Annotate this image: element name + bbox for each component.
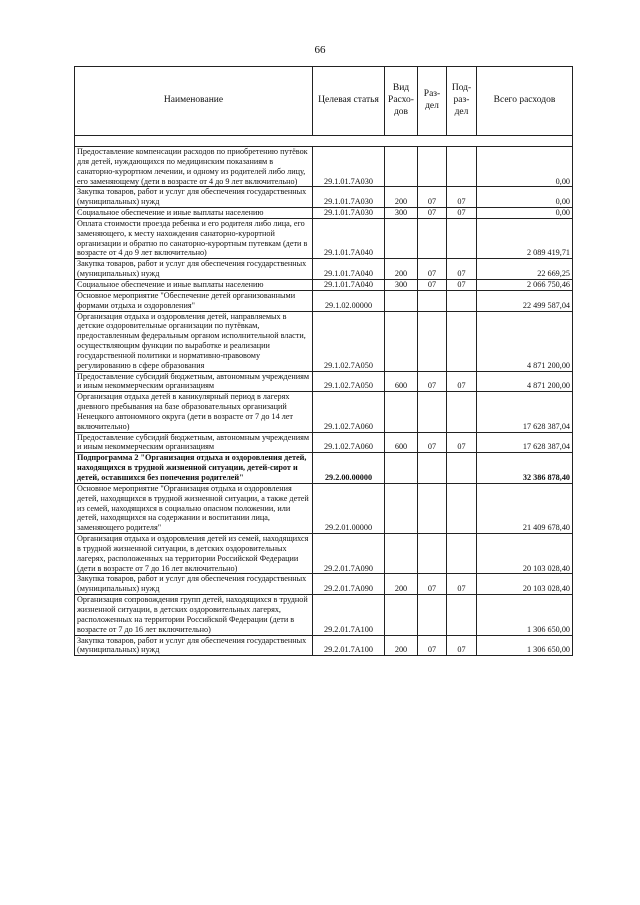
row-subsection (447, 311, 477, 371)
row-target-article: 29.2.01.7А090 (313, 534, 385, 574)
row-name: Предоставление субсидий бюджетным, автономным учреждениям и иным некоммерческим организациям (75, 432, 313, 453)
row-target-article: 29.2.01.7А100 (313, 635, 385, 656)
row-name: Организация отдыха и оздоровления детей, направляемых в детские оздоровительные организации по путёвкам, предоставленным федеральным органом исполнительной власти, осуществляющим функции по выработке и реализации государственной политики и нормативно-правовому регулированию в сфере образования (75, 311, 313, 371)
row-expense-type (385, 392, 418, 432)
row-expense-type: 600 (385, 371, 418, 392)
row-section: 07 (418, 574, 447, 595)
table-row (75, 290, 573, 311)
row-name: Закупка товаров, работ и услуг для обеспечения государственных (муниципальных) нужд (75, 574, 313, 595)
row-target-article: 29.1.02.7А050 (313, 371, 385, 392)
row-name: Предоставление субсидий бюджетным, автономным учреждениям и иным некоммерческим организациям (75, 371, 313, 392)
row-section (418, 290, 447, 311)
row-subsection (447, 147, 477, 187)
row-subsection (447, 595, 477, 635)
row-total: 17 628 387,04 (477, 432, 573, 453)
row-name: Основное мероприятие "Организация отдыха и оздоровления детей, находящихся в трудной жизненной ситуации, а также детей из семей, находящихся в социально опасном положении, или детей, находящихся на содержании и воспитании лица, заменяющего родителя" (75, 483, 313, 533)
row-section: 07 (418, 187, 447, 208)
row-target-article: 29.1.01.7А030 (313, 147, 385, 187)
row-expense-type (385, 290, 418, 311)
row-target-article: 29.1.02.7А060 (313, 432, 385, 453)
row-subsection: 07 (447, 259, 477, 280)
row-total: 22 499 587,04 (477, 290, 573, 311)
row-target-article: 29.1.02.7А060 (313, 392, 385, 432)
row-section (418, 453, 447, 484)
row-target-article: 29.1.01.7А040 (313, 279, 385, 290)
row-total: 0,00 (477, 147, 573, 187)
row-expense-type: 200 (385, 574, 418, 595)
row-total: 2 066 750,46 (477, 279, 573, 290)
row-subsection (447, 534, 477, 574)
row-subsection: 07 (447, 279, 477, 290)
header-expense-type: Вид Расхо-дов (385, 67, 418, 136)
row-name: Социальное обеспечение и иные выплаты населению (75, 208, 313, 219)
row-expense-type (385, 534, 418, 574)
row-name: Закупка товаров, работ и услуг для обеспечения государственных (муниципальных) нужд (75, 635, 313, 656)
table-row (75, 392, 573, 432)
header-total: Всего расходов (477, 67, 573, 136)
row-subsection: 07 (447, 574, 477, 595)
row-expense-type: 200 (385, 187, 418, 208)
row-expense-type (385, 453, 418, 484)
row-subsection (447, 483, 477, 533)
row-total: 32 386 878,40 (477, 453, 573, 484)
row-section (418, 311, 447, 371)
row-expense-type (385, 218, 418, 258)
row-expense-type: 300 (385, 279, 418, 290)
row-subsection (447, 392, 477, 432)
table-row (75, 534, 573, 574)
table-row (75, 279, 573, 290)
row-name: Предоставление компенсации расходов по приобретению путёвок для детей, нуждающихся по медицинским показаниям в санаторно-курортном лечении, и одному из родителей либо лицу, его заменяющему (дети в возрасте от 4 до 9 лет включительно) (75, 147, 313, 187)
row-total: 21 409 678,40 (477, 483, 573, 533)
row-section (418, 147, 447, 187)
row-target-article: 29.2.01.7А100 (313, 595, 385, 635)
row-target-article: 29.1.02.7А050 (313, 311, 385, 371)
row-subsection: 07 (447, 371, 477, 392)
row-name: Организация отдыха и оздоровления детей из семей, находящихся в трудной жизненной ситуации, в детских оздоровительных лагерях, расположенных на территории Российской Федерации (дети в возрасте от 7 до 16 лет включительно) (75, 534, 313, 574)
row-target-article: 29.1.01.7А030 (313, 208, 385, 219)
row-expense-type (385, 311, 418, 371)
row-total: 20 103 028,40 (477, 574, 573, 595)
table-row (75, 259, 573, 280)
table-row (75, 218, 573, 258)
row-section (418, 483, 447, 533)
row-section (418, 595, 447, 635)
row-name: Основное мероприятие "Обеспечение детей организованными формами отдыха и оздоровления" (75, 290, 313, 311)
row-total: 0,00 (477, 208, 573, 219)
row-expense-type: 300 (385, 208, 418, 219)
row-total: 4 871 200,00 (477, 371, 573, 392)
row-expense-type: 200 (385, 635, 418, 656)
header-target-article: Целевая статья (313, 67, 385, 136)
row-total: 4 871 200,00 (477, 311, 573, 371)
header-subsection: Под-раз-дел (447, 67, 477, 136)
table-header-row (75, 67, 573, 136)
row-expense-type (385, 147, 418, 187)
table-row (75, 432, 573, 453)
row-section: 07 (418, 635, 447, 656)
row-section: 07 (418, 208, 447, 219)
row-section: 07 (418, 259, 447, 280)
row-name: Организация сопровождения групп детей, находящихся в трудной жизненной ситуации, в детских оздоровительных лагерях, расположенных на территории Российской Федерации (дети в возрасте от 7 до 16 лет включительно) (75, 595, 313, 635)
row-subsection (447, 290, 477, 311)
spacer-row (75, 136, 573, 147)
row-total: 0,00 (477, 187, 573, 208)
row-target-article: 29.1.01.7А040 (313, 218, 385, 258)
row-total: 1 306 650,00 (477, 635, 573, 656)
row-section (418, 218, 447, 258)
table-row (75, 595, 573, 635)
row-target-article: 29.2.01.7А090 (313, 574, 385, 595)
row-expense-type: 200 (385, 259, 418, 280)
table-row (75, 187, 573, 208)
row-expense-type (385, 595, 418, 635)
page-number: 66 (314, 44, 326, 56)
row-section: 07 (418, 371, 447, 392)
budget-table (74, 66, 573, 656)
row-section (418, 392, 447, 432)
row-section (418, 534, 447, 574)
row-target-article: 29.1.01.7А030 (313, 187, 385, 208)
row-subsection (447, 218, 477, 258)
table-row (75, 311, 573, 371)
row-target-article: 29.2.00.00000 (313, 453, 385, 484)
header-section: Раз-дел (418, 67, 447, 136)
row-total: 22 669,25 (477, 259, 573, 280)
row-total: 2 089 419,71 (477, 218, 573, 258)
table-row (75, 635, 573, 656)
row-subsection: 07 (447, 432, 477, 453)
row-subsection: 07 (447, 635, 477, 656)
table-row (75, 208, 573, 219)
table-row (75, 371, 573, 392)
row-name: Закупка товаров, работ и услуг для обеспечения государственных (муниципальных) нужд (75, 259, 313, 280)
row-target-article: 29.1.01.7А040 (313, 259, 385, 280)
table-row (75, 574, 573, 595)
row-total: 17 628 387,04 (477, 392, 573, 432)
row-name: Подпрограмма 2 "Организация отдыха и оздоровления детей, находящихся в трудной жизненной ситуации, детей-сирот и детей, оставшихся без попечения родителей" (75, 453, 313, 484)
row-subsection: 07 (447, 208, 477, 219)
row-section: 07 (418, 279, 447, 290)
row-target-article: 29.1.02.00000 (313, 290, 385, 311)
row-name: Закупка товаров, работ и услуг для обеспечения государственных (муниципальных) нужд (75, 187, 313, 208)
row-name: Социальное обеспечение и иные выплаты населению (75, 279, 313, 290)
row-expense-type (385, 483, 418, 533)
row-total: 1 306 650,00 (477, 595, 573, 635)
row-subsection (447, 453, 477, 484)
table-row (75, 483, 573, 533)
header-name: Наименование (75, 67, 313, 136)
row-total: 20 103 028,40 (477, 534, 573, 574)
table-row (75, 453, 573, 484)
row-section: 07 (418, 432, 447, 453)
row-name: Оплата стоимости проезда ребенка и его родителя либо лица, его заменяющего, к месту нахождения санаторно-курортной организации и обратно по санаторно-курортным путевкам (дети в возрасте от 4 до 9 лет включительно) (75, 218, 313, 258)
row-name: Организация отдыха детей в каникулярный период в лагерях дневного пребывания на базе образовательных организаций Ненецкого автономного округа (дети в возрасте от 7 до 14 лет включительно) (75, 392, 313, 432)
row-subsection: 07 (447, 187, 477, 208)
row-expense-type: 600 (385, 432, 418, 453)
table-row (75, 147, 573, 187)
row-target-article: 29.2.01.00000 (313, 483, 385, 533)
